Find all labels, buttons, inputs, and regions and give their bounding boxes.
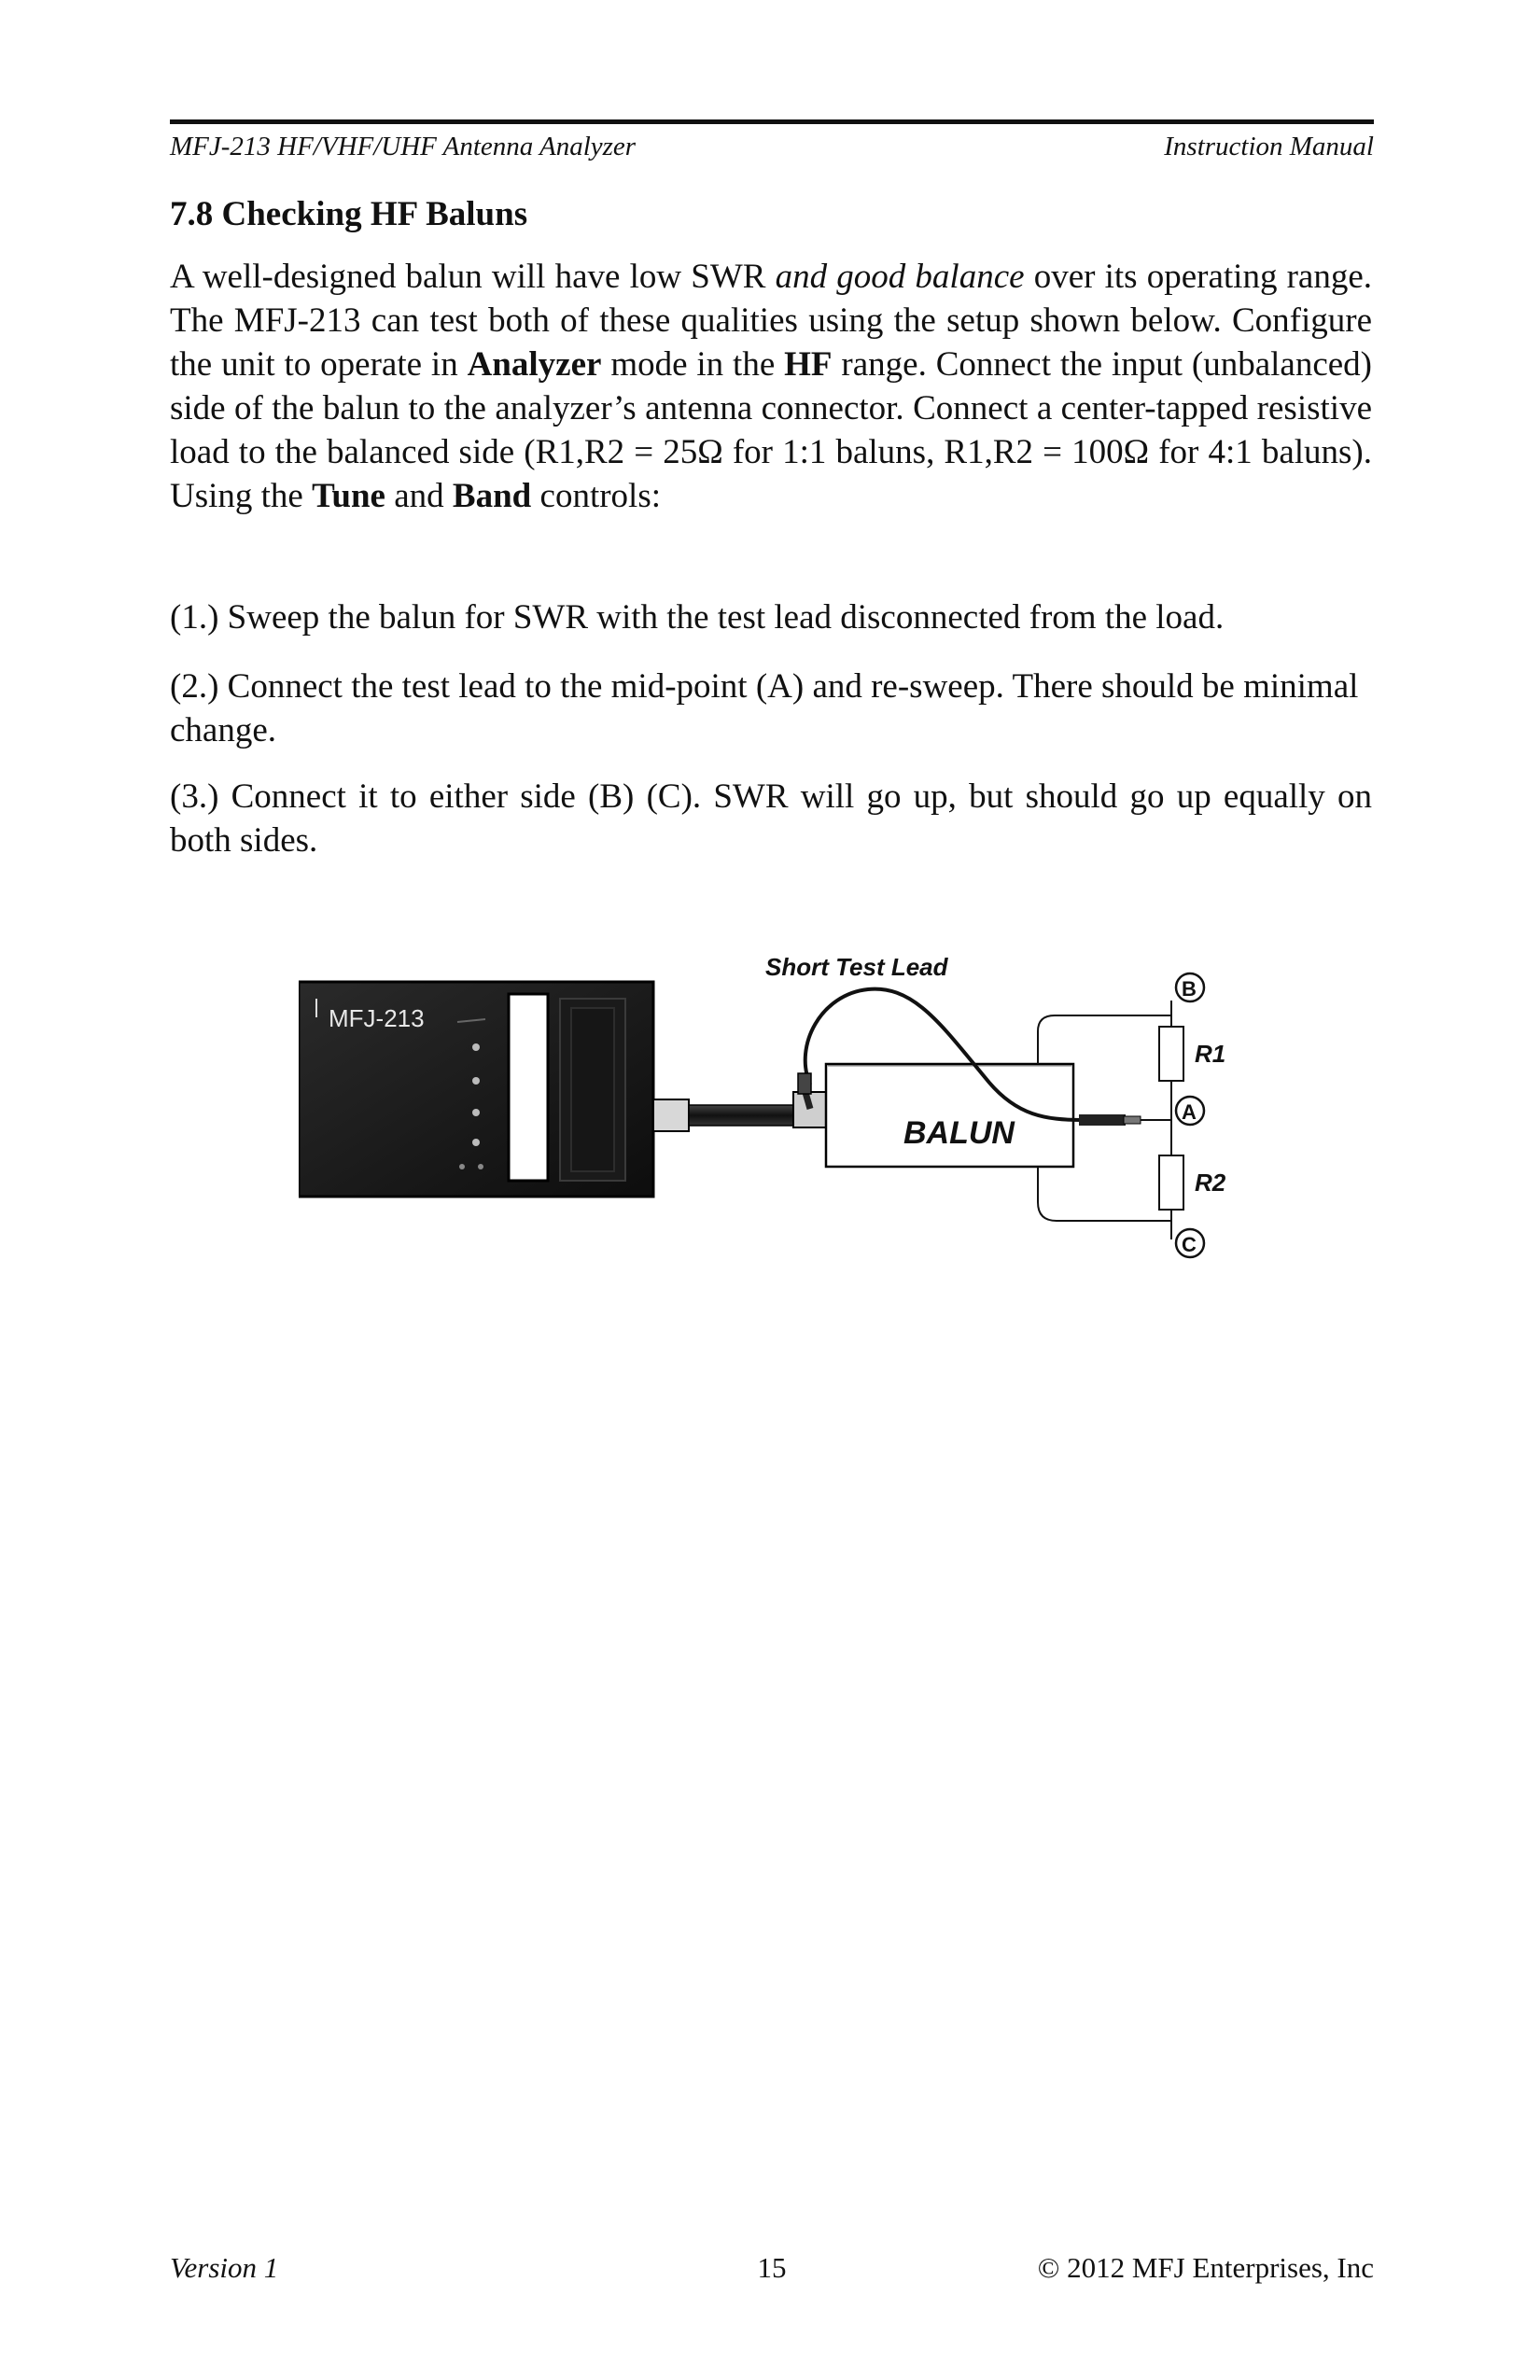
r1-label: R1 [1195, 1040, 1226, 1068]
page-footer [170, 2251, 1374, 2289]
intro-paragraph: A well-designed balun will have low SWR and good balance over its operating range. The MFJ-213 can test both of these qualities using the setup shown below. Configure the unit to operate in Analyzer mode in the HF range. Connect the input (unbalanced) side of the balun to the analyzer’s antenna connector. Connect a center-tapped resistive load to the balanced side (R1,R2 = 25Ω for 1:1 baluns, R1,R2 = 100Ω for 4:1 baluns). Using the Tune and Band controls: [170, 258, 1373, 515]
emphasis-good-balance: and good balance [775, 258, 1025, 296]
bold-band: Band [452, 477, 532, 515]
step-2: (2.) Connect the test lead to the mid-point (A) and re-sweep. There should be minimal change. [170, 667, 1359, 749]
balun-label: BALUN [903, 1115, 1015, 1151]
point-b-label: B [1182, 977, 1197, 1001]
device-label: MFJ-213 [329, 1004, 425, 1032]
footer-copyright: © 2012 MFJ Enterprises, Inc [1037, 2251, 1374, 2284]
step-3: (3.) Connect it to either side (B) (C). SWR will go up, but should go up equally on both sides. [170, 777, 1372, 860]
header-rule [170, 119, 1374, 124]
balun-test-diagram [299, 943, 1241, 1279]
point-c-label: C [1182, 1233, 1197, 1256]
bold-hf: HF [784, 345, 833, 384]
section-title: 7.8 Checking HF Baluns [170, 195, 528, 233]
header-manual-label: Instruction Manual [1164, 132, 1374, 161]
page-header [170, 132, 1374, 169]
bold-tune: Tune [312, 477, 385, 515]
step-1: (1.) Sweep the balun for SWR with the test lead disconnected from the load. [170, 598, 1225, 637]
lead-label: Short Test Lead [765, 953, 948, 981]
footer-version: Version 1 [170, 2251, 279, 2284]
header-title: MFJ-213 HF/VHF/UHF Antenna Analyzer [170, 132, 637, 161]
point-a-label: A [1182, 1100, 1197, 1124]
page-number: 15 [757, 2251, 787, 2284]
r2-label: R2 [1195, 1169, 1226, 1197]
bold-analyzer: Analyzer [467, 345, 602, 384]
